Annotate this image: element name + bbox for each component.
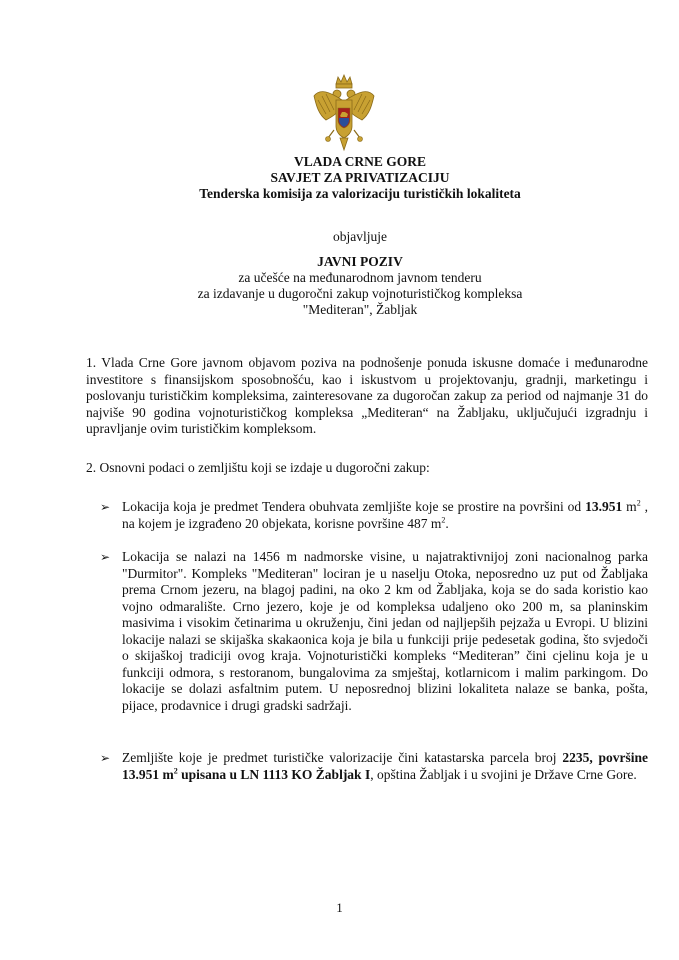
paragraph-2: 2. Osnovni podaci o zemljištu koji se izdaje u dugoročni zakup: <box>86 460 430 475</box>
bullet-text-1: Lokacija koja je predmet Tendera obuhvata zemljište koje se prostire na površini od 13.951 $m^2$ , na kojem je izgrađeno 20 objekata, korisne površine 487 $m^2$. <box>122 498 648 531</box>
list-item <box>100 549 648 714</box>
list-item <box>100 750 648 783</box>
government-name: VLADA CRNE GORE <box>293 154 426 169</box>
arrow-bullet-icon: ➢ <box>100 550 111 564</box>
bullet-text-2: Lokacija se nalazi na 1456 m nadmorske visine, u najatraktivnijoj zoni nacionalnog parka "Durmitor". Kompleks "Mediteran" lociran je u naselju Otoka, neposredno uz put od Žabljaka prema Crnom jezeru, na blagoj padini, na oko 2 km od Žabljaka, koja se do sada koristio kao vojno odmaralište. Crno jezero, koje je od kompleksa udaljeno oko 200 m, sa planinskim masivima i visokim četinarima u okruženju, čini jedan od najljepših pejzaža u Evropi. U blizini lokacije nalazi se skijaška skakaonica koja je bila u funkciji prije pedesetak godina, što svjedoči o skijaškoj tradiciji ovog kraja. Vojnoturistički kompleks “Mediteran” čini cjelinu koja je u funkciji odmora, s restoranom, bungalovima za smještaj, kotlarnicom i malim parkingom. Do lokacije se dolazi asfaltnim putem. U neposrednoj blizini lokaliteta nalaze se banka, pošta, pijace, prodavnice i drugi gradski sadržaji. <box>122 549 648 713</box>
bullet-text-3: Zemljište koje je predmet turističke valorizacije čini katastarska parcela broj 2235, površine 13.951 $m^2$ upisana u LN 1113 KO Žabljak I, opština Žabljak i u svojini je Države Crne Gore. <box>122 750 648 782</box>
title-subline-2: za izdavanje u dugoročni zakup vojnoturističkog kompleksa <box>197 286 523 301</box>
list-item <box>100 499 648 532</box>
arrow-bullet-icon: ➢ <box>100 751 111 765</box>
council-name: SAVJET ZA PRIVATIZACIJU <box>270 170 450 185</box>
paragraph-1: 1. Vlada Crne Gore javnom objavom poziva na podnošenje ponuda iskusne domaće i međunarodne investitore s finansijskom sposobnošću, kao i iskustvom u projektovanju, gradnji, marketingu i poslovanju turističkim kompleksima, zainteresovane za dugoročan zakup za period od najmanje 31 do najviše 90 godina vojnoturističkog kompleksa „Mediteran“ na Žabljaku, uključujući izgradnju i upravljanje ovim turističkim kompleksom. <box>86 355 648 436</box>
montenegro-coat-of-arms-icon <box>312 74 376 154</box>
document-title: JAVNI POZIV <box>317 254 403 269</box>
page-number: 1 <box>336 900 343 915</box>
title-subline-3: "Mediteran", Žabljak <box>302 302 418 317</box>
announce-text: objavljuje <box>333 229 387 244</box>
arrow-bullet-icon: ➢ <box>100 500 111 514</box>
title-subline-1: za učešće na međunarodnom javnom tenderu <box>238 270 482 285</box>
commission-name: Tenderska komisija za valorizaciju turističkih lokaliteta <box>199 186 521 201</box>
